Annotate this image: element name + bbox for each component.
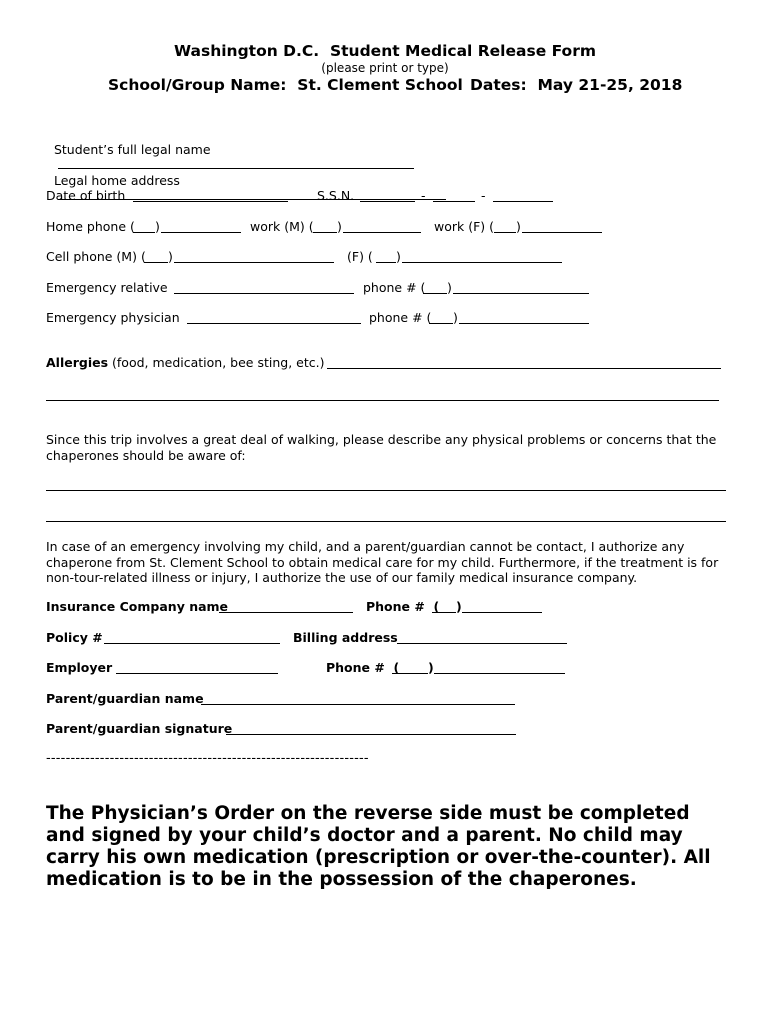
physician-phone-field[interactable] [459,312,589,324]
parent-name-field[interactable] [201,693,515,705]
employer-phone-area-field[interactable] [392,662,428,674]
emergency-physician-field[interactable] [187,312,361,324]
dashed-separator: ------------------------------------------------------------------ [46,751,369,766]
ssn-part3-field[interactable] [493,190,553,202]
trip-dates: Dates: May 21-25, 2018 [470,76,683,94]
employer-field[interactable] [116,662,278,674]
work-f-area-field[interactable] [494,221,516,233]
physician-phone-paren: ) [453,310,458,325]
emergency-relative-label: Emergency relative [46,280,168,295]
allergies-field[interactable] [327,357,721,369]
billing-address-label: Billing address [293,630,398,645]
home-phone-label: Home phone ( [46,219,135,234]
insurance-phone-area-field[interactable] [432,601,456,613]
dob-label: Date of birth [46,188,126,203]
emergency-relative-field[interactable] [174,282,354,294]
relative-phone-field[interactable] [453,282,589,294]
employer-label: Employer [46,660,113,675]
student-name-label: Student’s full legal name [53,142,211,157]
allergies-hint: (food, medication, bee sting, etc.) [108,355,325,370]
work-m-paren: ) [337,219,342,234]
cell-m-paren: ) [168,249,173,264]
work-m-field[interactable] [343,221,421,233]
physical-problems-line-2[interactable] [46,521,726,522]
ssn-label: S.S.N. [317,188,355,203]
physician-phone-label: phone # ( [369,310,432,325]
employer-phone-label: Phone # ( [326,660,400,675]
insurance-company-field[interactable] [219,601,353,613]
emergency-physician-label: Emergency physician [46,310,180,325]
insurance-company-label: Insurance Company name [46,599,229,614]
parent-signature-label: Parent/guardian signature [46,721,233,736]
cell-m-field[interactable] [174,251,334,263]
insurance-phone-label: Phone # ( [366,599,440,614]
billing-address-field[interactable] [397,632,567,644]
form-title: Washington D.C. Student Medical Release Form [173,42,597,60]
form-subtitle: (please print or type) [321,61,449,75]
cell-f-field[interactable] [402,251,562,263]
ssn-separator-2: - [481,188,486,203]
parent-name-label: Parent/guardian name [46,691,204,706]
work-f-paren: ) [516,219,521,234]
cell-m-area-field[interactable] [144,251,168,263]
relative-phone-label: phone # ( [363,280,426,295]
cell-m-label: Cell phone (M) ( [46,249,146,264]
ssn-part1-field[interactable] [360,190,415,202]
ssn-separator-1: - [421,188,426,203]
cell-f-paren: ) [396,249,401,264]
work-f-label: work (F) ( [434,219,495,234]
physician-phone-area-field[interactable] [429,312,453,324]
home-address-label: Legal home address [53,173,180,188]
insurance-phone-field[interactable] [462,601,542,613]
walking-note: Since this trip involves a great deal of walking, please describe any physical problems or concerns that the chaperones should be aware of: [46,432,717,463]
allergies-line-2[interactable] [46,400,719,401]
ssn-part2-field[interactable] [433,190,475,202]
physician-order-notice: The Physician’s Order on the reverse side must be completed and signed by your child’s doctor and a parent. No child may carry his own medication (prescription or over-the-counter). All medication is to be in the possession of the chaperones. [46,803,711,890]
work-m-area-field[interactable] [313,221,337,233]
employer-phone-paren: ) [428,660,434,675]
cell-f-area-field[interactable] [376,251,396,263]
allergies-bold: Allergies [46,355,109,370]
relative-phone-area-field[interactable] [423,282,447,294]
parent-signature-field[interactable] [226,723,516,735]
employer-phone-field[interactable] [434,662,565,674]
work-m-label: work (M) ( [250,219,314,234]
emergency-authorization-note: In case of an emergency involving my child, and a parent/guardian cannot be contact, I authorize any chaperone from St. Clement School to obtain medical care for my child. Furthermore, if the treatment is for non-tour-related illness or injury, I authorize the use of our family medical insurance company. [46,539,719,585]
policy-label: Policy # [46,630,103,645]
home-phone-field[interactable] [161,221,241,233]
relative-phone-paren: ) [447,280,452,295]
dob-field[interactable] [133,190,288,202]
policy-field[interactable] [104,632,280,644]
insurance-phone-paren: ) [456,599,462,614]
allergies-label [46,355,324,370]
school-group-name: School/Group Name: St. Clement School [108,76,463,94]
cell-f-label: (F) ( [347,249,373,264]
home-phone-area-field[interactable] [133,221,155,233]
home-phone-paren: ) [155,219,160,234]
work-f-field[interactable] [522,221,602,233]
physical-problems-line-1[interactable] [46,490,726,491]
